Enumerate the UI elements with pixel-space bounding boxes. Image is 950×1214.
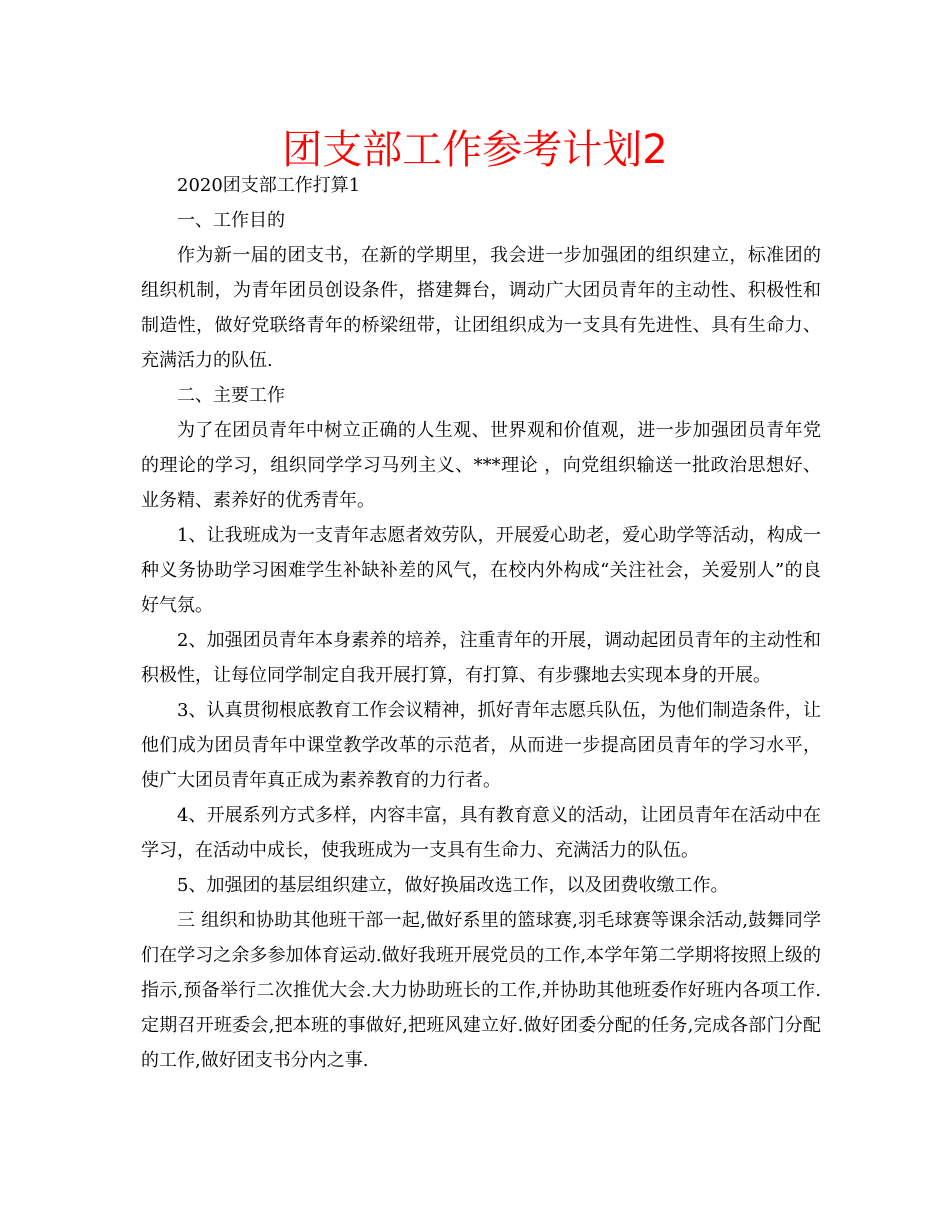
paragraph-item-2: 2、加强团员青年本身素养的培养，注重青年的开展，调动起团员青年的主动性和积极性，让每位同学制定自我开展打算，有打算、有步骤地去实现本身的开展。 bbox=[141, 630, 821, 686]
paragraph-item-4: 4、开展系列方式多样，内容丰富，具有教育意义的活动，让团员青年在活动中在学习，在活动中成长，使我班成为一支具有生命力、充满活力的队伍。 bbox=[141, 805, 821, 861]
document-title: 团支部工作参考计划2 bbox=[282, 127, 668, 173]
paragraph-section-three: 三 组织和协助其他班干部一起,做好系里的篮球赛,羽毛球赛等课余活动,鼓舞同学们在学习之余多参加体育运动.做好我班开展党员的工作,本学年第二学期将按照上级的指示,预备举行二次推优大会.大力协助班长的工作,并协助其他班委作好班内各项工作.定期召开班委会,把本班的事做好,把班风建立好.做好团委分配的任务,完成各部门分配的工作,做好团支书分内之事. bbox=[141, 910, 821, 1071]
paragraph-section-heading-main-work: 二、主要工作 bbox=[177, 385, 285, 406]
paragraph-item-1: 1、让我班成为一支青年志愿者效劳队，开展爱心助老，爱心助学等活动，构成一种义务协助学习困难学生补缺补差的风气，在校内外构成“关注社会，关爱别人”的良好气氛。 bbox=[141, 525, 821, 616]
document-body bbox=[141, 168, 821, 1078]
paragraph-subtitle: 2020团支部工作打算1 bbox=[177, 175, 361, 196]
paragraph-goals-text: 作为新一届的团支书，在新的学期里，我会进一步加强团的组织建立，标准团的组织机制，为青年团员创设条件，搭建舞台，调动广大团员青年的主动性、积极性和制造性，做好党联络青年的桥梁纽带，让团组织成为一支具有先进性、具有生命力、充满活力的队伍. bbox=[141, 245, 821, 371]
paragraph-item-5: 5、加强团的基层组织建立，做好换届改选工作，以及团费收缴工作。 bbox=[177, 875, 729, 896]
paragraph-section-heading-goals: 一、工作目的 bbox=[177, 210, 285, 231]
paragraph-main-work-intro: 为了在团员青年中树立正确的人生观、世界观和价值观，进一步加强团员青年党的理论的学习，组织同学学习马列主义、***理论 ，向党组织输送一批政治思想好、业务精、素养好的优秀青年。 bbox=[141, 420, 821, 511]
paragraph-item-3: 3、认真贯彻根底教育工作会议精神，抓好青年志愿兵队伍，为他们制造条件，让他们成为团员青年中课堂教学改革的示范者，从而进一步提高团员青年的学习水平，使广大团员青年真正成为素养教育的力行者。 bbox=[141, 700, 821, 791]
